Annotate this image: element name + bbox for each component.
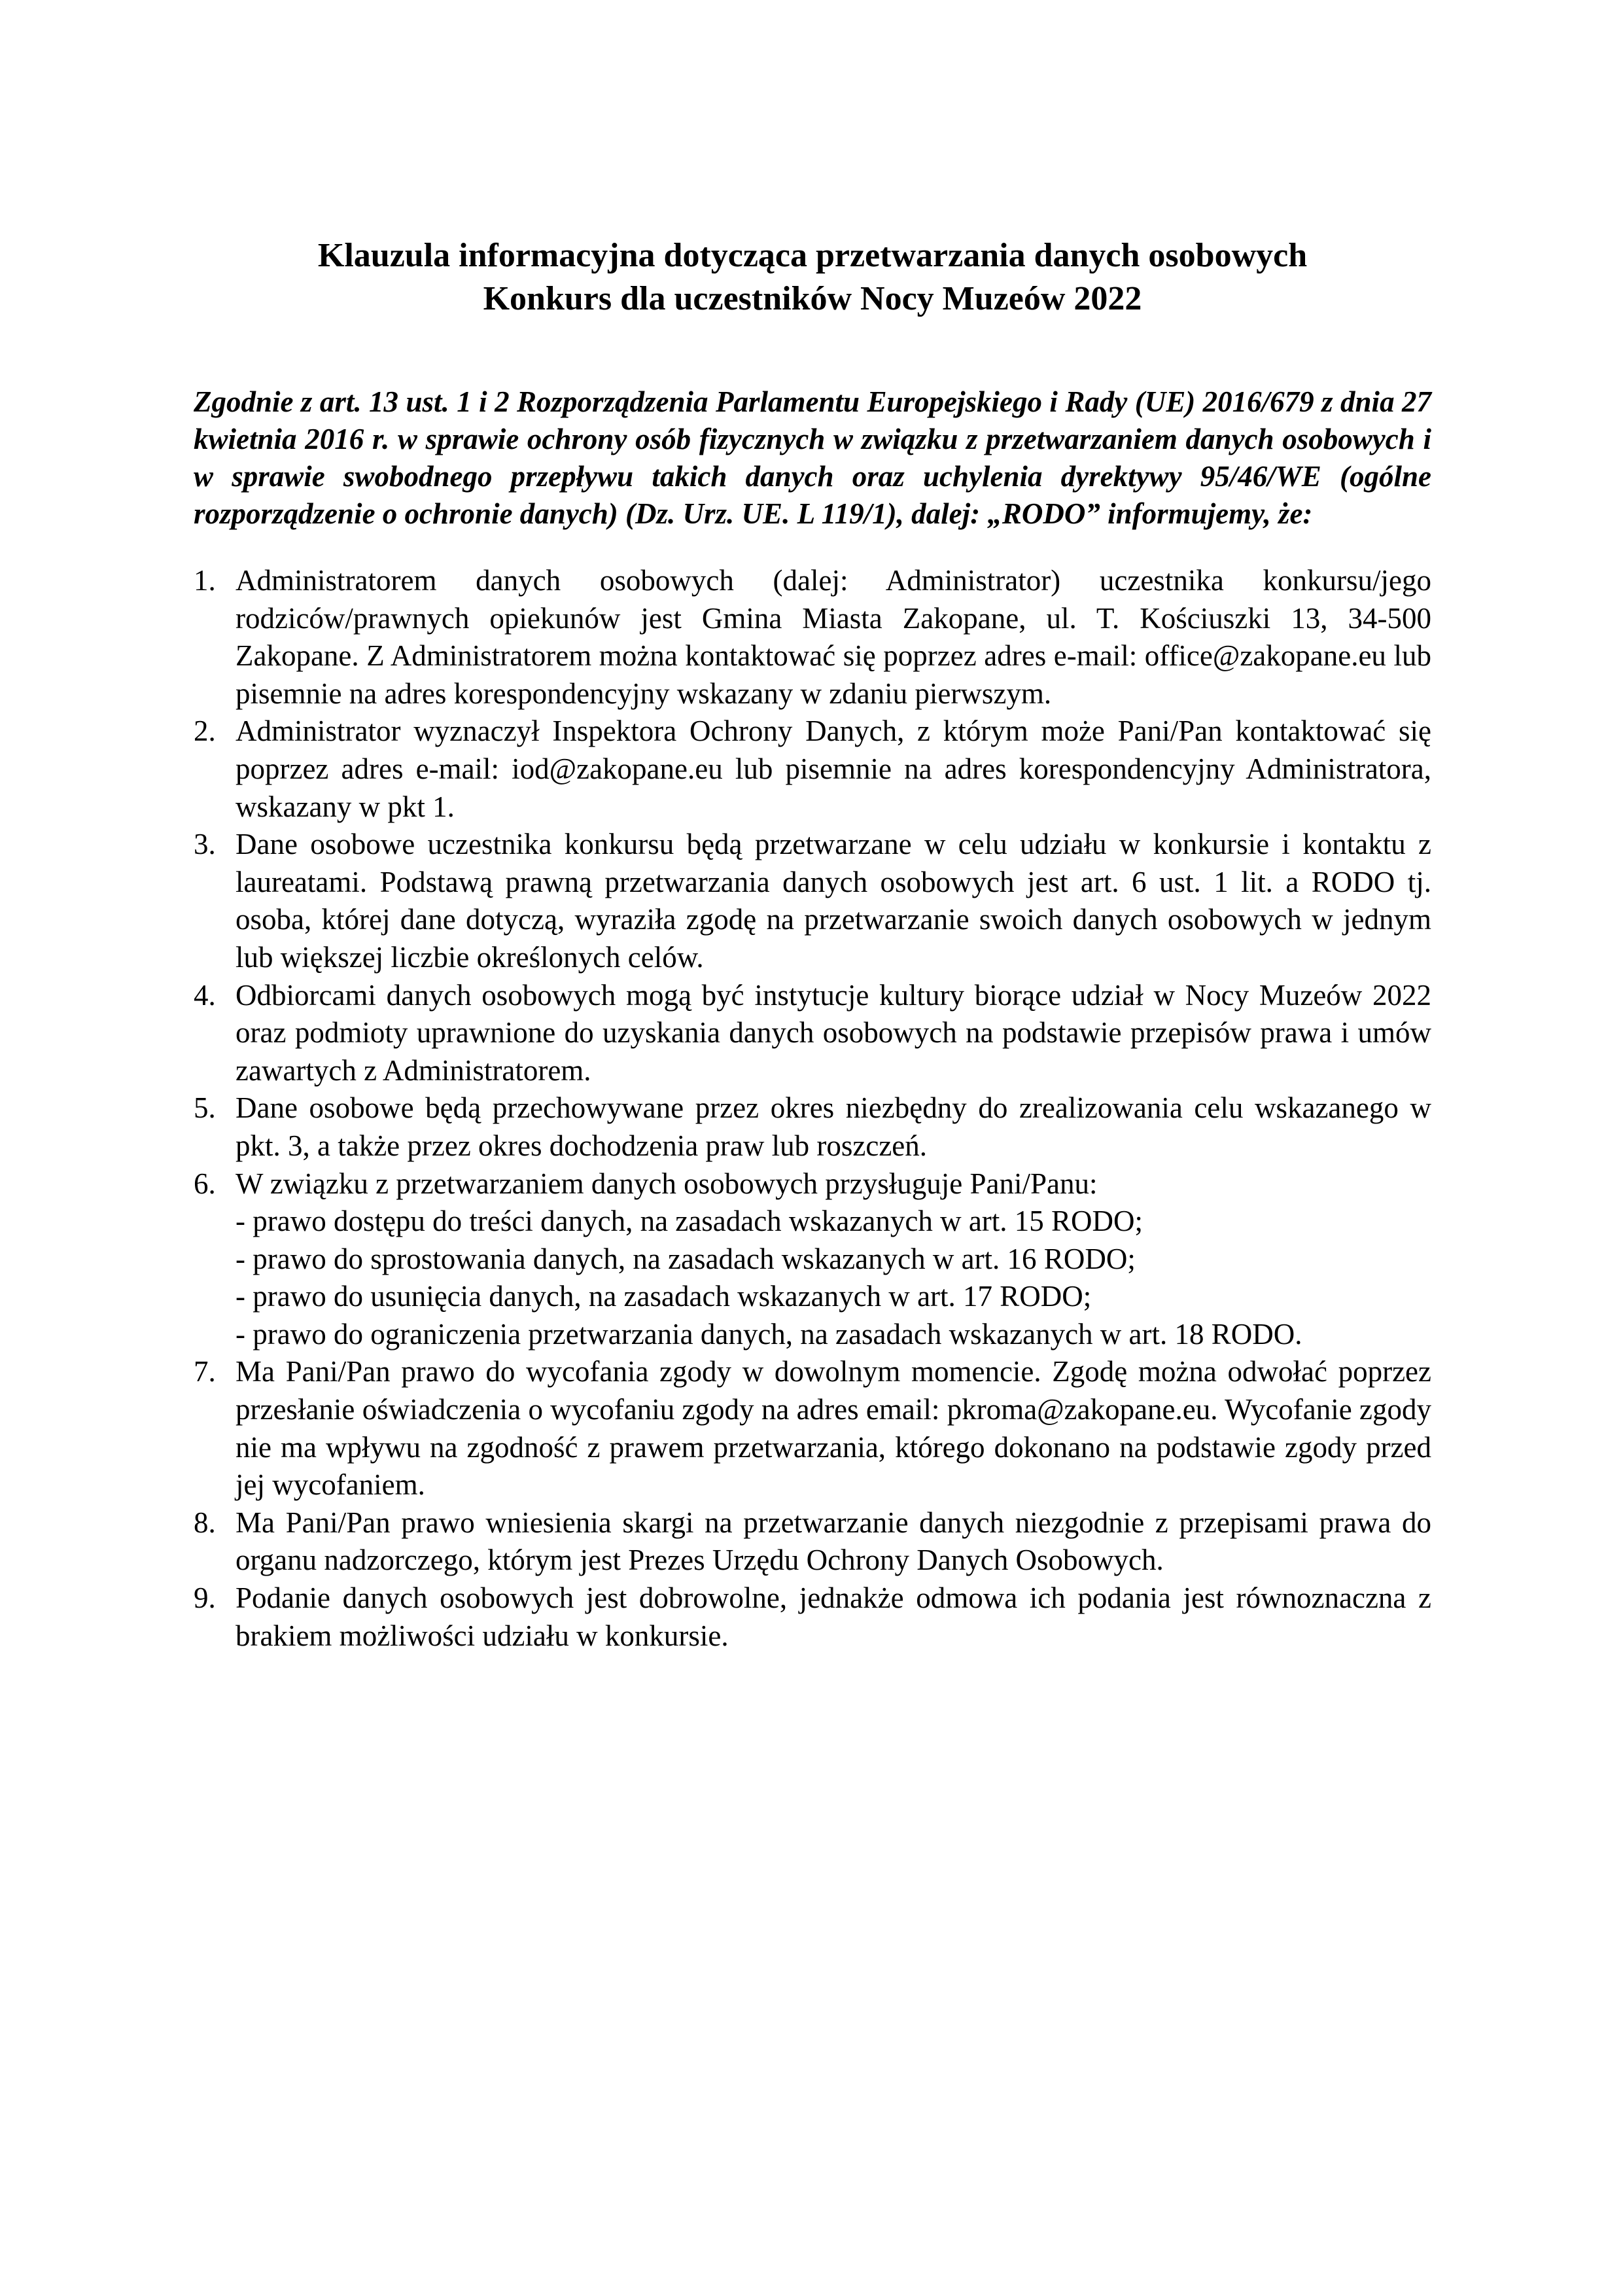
clause-number: 3. <box>194 828 216 861</box>
clause-item <box>194 1504 1431 1580</box>
clause-text: Dane osobowe będą przechowywane przez okres niezbędny do zrealizowania celu wskazanego w pkt. 3, a także przez okres dochodzenia praw lub roszczeń. <box>236 1091 1431 1162</box>
clause-text: Podanie danych osobowych jest dobrowolne, jednakże odmowa ich podania jest równoznaczna z brakiem możliwości udziału w konkursie. <box>236 1581 1431 1652</box>
clause-number: 4. <box>194 978 216 1012</box>
clause-item <box>194 713 1431 826</box>
legal-basis-intro: Zgodnie z art. 13 ust. 1 i 2 Rozporządzenia Parlamentu Europejskiego i Rady (UE) 2016/679 z dnia 27 kwietnia 2016 r. w sprawie ochrony osób fizycznych w związku z przetwarzaniem danych osobowych i w sprawie swobodnego przepływu takich danych oraz uchylenia dyrektywy 95/46/WE (ogólne rozporządzenie o ochronie danych) (Dz. Urz. UE. L 119/1), dalej: „RODO” informujemy, że: <box>194 385 1431 530</box>
clause-number: 6. <box>194 1167 216 1200</box>
document-page <box>194 234 1431 1655</box>
clause-text: Dane osobowe uczestnika konkursu będą przetwarzane w celu udziału w konkursie i kontaktu z laureatami. Podstawą prawną przetwarzania danych osobowych jest art. 6 ust. 1 lit. a RODO tj. osoba, której dane dotyczą, wyraziła zgodę na przetwarzanie swoich danych osobowych w jednym lub większej liczbie określonych celów. <box>236 828 1431 974</box>
rights-subitem-restriction: - prawo do ograniczenia przetwarzania danych, na zasadach wskazanych w art. 18 RODO. <box>236 1317 1302 1351</box>
clause-item <box>194 1353 1431 1504</box>
clause-number: 5. <box>194 1091 216 1125</box>
clause-number: 9. <box>194 1581 216 1615</box>
rights-subitem-rectification: - prawo do sprostowania danych, na zasadach wskazanych w art. 16 RODO; <box>236 1242 1136 1275</box>
clause-text: Ma Pani/Pan prawo wniesienia skargi na przetwarzanie danych niezgodnie z przepisami prawa do organu nadzorczego, którym jest Prezes Urzędu Ochrony Danych Osobowych. <box>236 1506 1431 1577</box>
clause-text: Odbiorcami danych osobowych mogą być instytucje kultury biorące udział w Nocy Muzeów 2022 oraz podmioty uprawnione do uzyskania danych osobowych na podstawie przepisów prawa i umów zawartych z Administratorem. <box>236 978 1431 1087</box>
clause-text: Ma Pani/Pan prawo do wycofania zgody w dowolnym momencie. Zgodę można odwołać poprzez przesłanie oświadczenia o wycofaniu zgody na adres email: pkroma@zakopane.eu. Wycofanie zgody nie ma wpływu na zgodność z prawem przetwarzania, którego dokonano na podstawie zgody przed jej wycofaniem. <box>236 1355 1431 1502</box>
clause-number: 8. <box>194 1506 216 1539</box>
clause-item <box>194 977 1431 1090</box>
rights-subitem-erasure: - prawo do usunięcia danych, na zasadach wskazanych w art. 17 RODO; <box>236 1280 1092 1313</box>
document-title <box>194 234 1431 321</box>
clause-list <box>194 562 1431 1655</box>
clause-text: Administratorem danych osobowych (dalej: Administrator) uczestnika konkursu/jego rodziców/prawnych opiekunów jest Gmina Miasta Zakopane, ul. T. Kościuszki 13, 34-500 Zakopane. Z Administratorem można kontaktować się poprzez adres e-mail: office@zakopane.eu lub pisemnie na adres korespondencyjny wskazany w zdaniu pierwszym. <box>236 564 1431 710</box>
clause-item <box>194 562 1431 713</box>
title-line-1: Klauzula informacyjna dotycząca przetwarzania danych osobowych <box>317 237 1308 274</box>
clause-item <box>194 1089 1431 1165</box>
title-line-2: Konkurs dla uczestników Nocy Muzeów 2022 <box>483 280 1142 317</box>
clause-text: W związku z przetwarzaniem danych osobowych przysługuje Pani/Panu: <box>236 1167 1098 1200</box>
rights-subitem-access: - prawo dostępu do treści danych, na zasadach wskazanych w art. 15 RODO; <box>236 1205 1143 1238</box>
clause-item <box>194 826 1431 976</box>
clause-item <box>194 1165 1431 1354</box>
clause-text: Administrator wyznaczył Inspektora Ochrony Danych, z którym może Pani/Pan kontaktować się poprzez adres e-mail: iod@zakopane.eu lub pisemnie na adres korespondencyjny Administratora, wskazany w pkt 1. <box>236 715 1431 823</box>
clause-number: 7. <box>194 1355 216 1388</box>
clause-number: 1. <box>194 564 216 597</box>
clause-item <box>194 1580 1431 1655</box>
clause-number: 2. <box>194 715 216 748</box>
